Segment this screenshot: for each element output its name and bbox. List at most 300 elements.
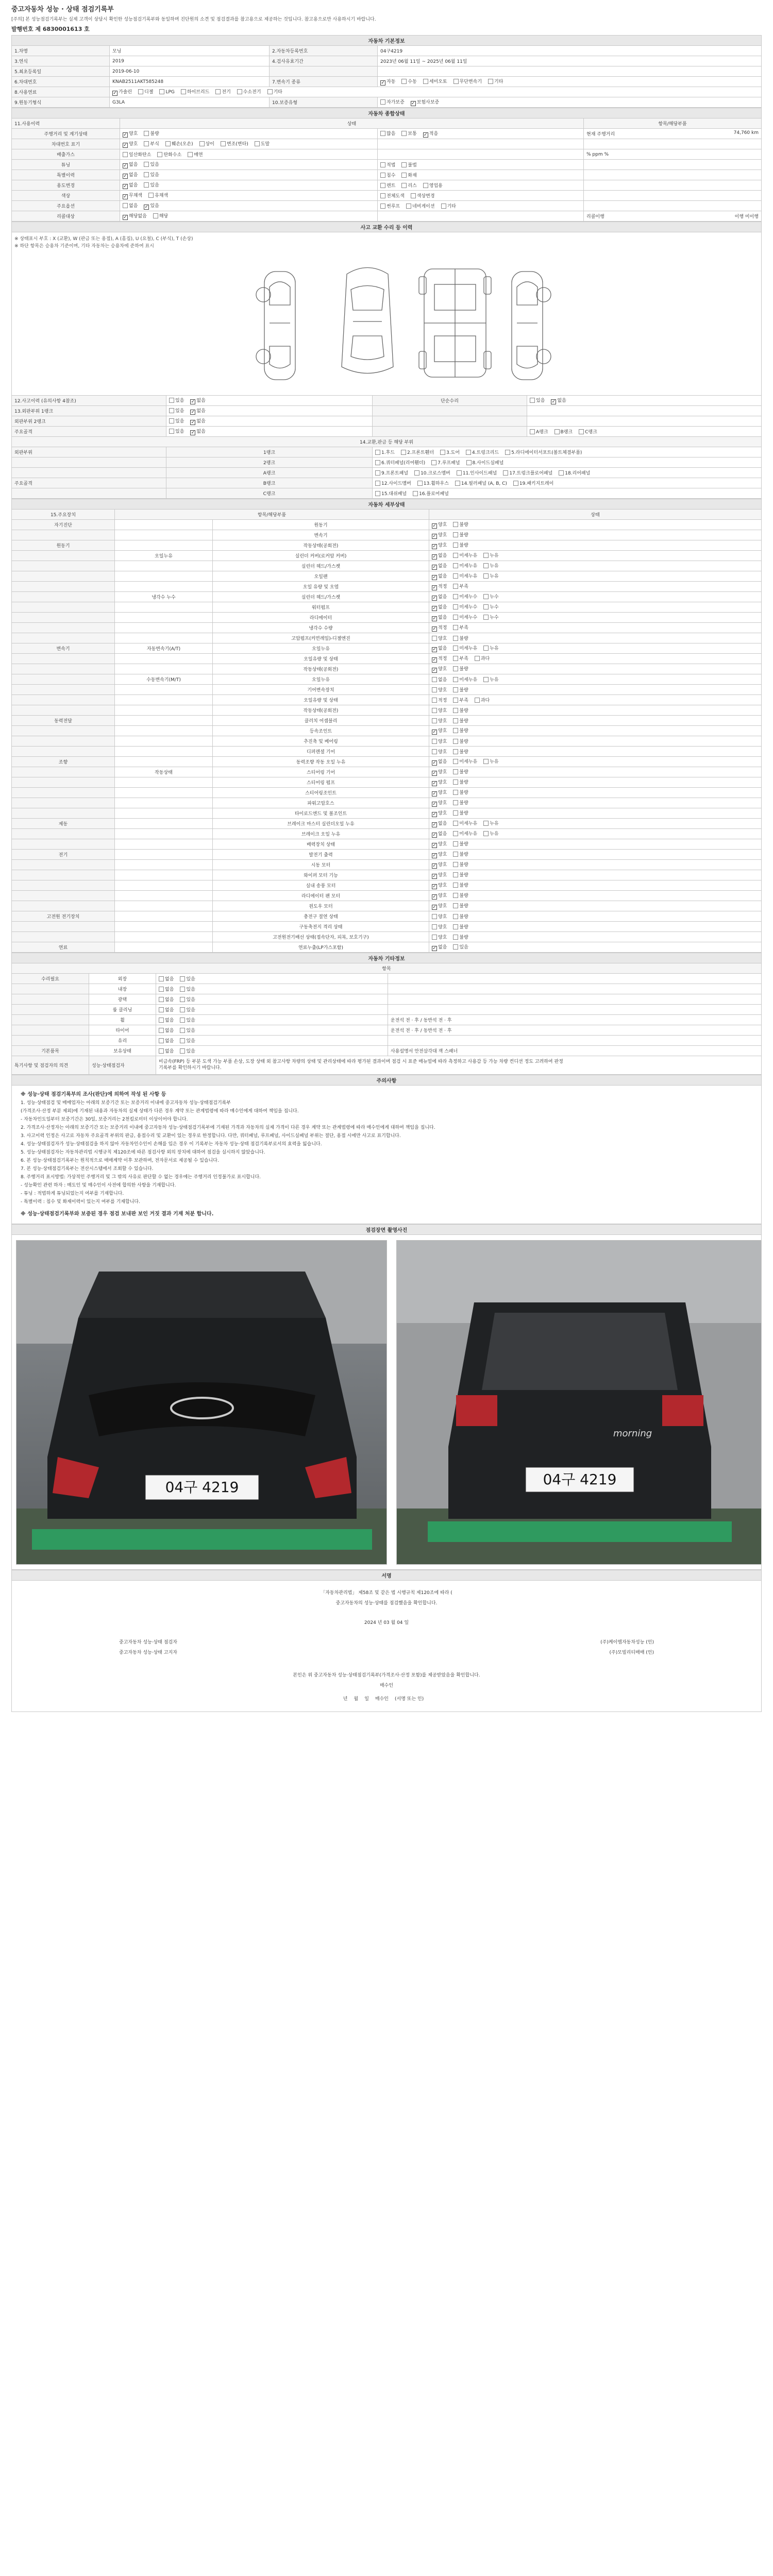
detail-option (453, 832, 477, 837)
checkbox (453, 698, 458, 703)
checkbox (513, 481, 518, 486)
detail-status (429, 715, 762, 725)
parts-group: 외판부위 (12, 447, 166, 457)
checkbox (144, 131, 149, 136)
etc-option-label: 없음 (165, 997, 174, 1003)
option-label: 불법 (408, 163, 417, 168)
detail-status (429, 901, 762, 911)
summary-status (120, 160, 378, 170)
notice-item: - 성능확인 관련 하자 : 매도인 및 매수인이 사전에 합의한 사항을 기재합니다. (21, 1182, 176, 1188)
checkbox (432, 657, 437, 663)
detail-group (12, 530, 115, 540)
car-left-side-view (256, 272, 295, 380)
detail-row (12, 581, 762, 591)
basic-value: 04구4219 (378, 46, 762, 56)
checkbox (144, 162, 149, 167)
fuel-option (138, 90, 153, 95)
detail-subgroup (115, 931, 213, 942)
detail-row (12, 798, 762, 808)
checkbox (453, 872, 458, 877)
option-label: 해당없음 (129, 214, 147, 219)
checkbox (453, 615, 458, 620)
receipt-line-2: 매수인 (379, 1683, 394, 1688)
detail-option-label: 불량 (459, 779, 468, 785)
summary-item: % ppm % (584, 149, 762, 160)
summary-row (12, 170, 762, 180)
detail-option-label: 없음 (438, 573, 447, 579)
summary-status-2 (378, 180, 584, 191)
detail-table (11, 499, 762, 953)
detail-status (429, 818, 762, 828)
etc-option-label: 없음 (165, 1038, 174, 1044)
detail-item: 충전구 절연 상태 (213, 911, 429, 921)
summary-option (380, 173, 395, 178)
accident-status (166, 416, 373, 426)
detail-subgroup (115, 530, 213, 540)
detail-item: 배력장치 상태 (213, 839, 429, 849)
etc-option (159, 1028, 174, 1033)
detail-option-label: 누수 (490, 604, 499, 610)
detail-item: 실린더 커버(로커암 커버) (213, 550, 429, 561)
summary-row (12, 139, 762, 149)
detail-option-label: 미세누수 (459, 604, 478, 610)
accident-status-2 (527, 395, 762, 405)
detail-option (483, 646, 498, 651)
detail-option (453, 677, 477, 683)
basic-value (378, 97, 762, 108)
detail-option-label: 누유 (490, 677, 499, 683)
detail-subgroup (115, 705, 213, 715)
checkbox (453, 810, 458, 816)
accident-label-2 (373, 405, 527, 416)
option-label: 없음 (196, 398, 206, 403)
detail-row (12, 715, 762, 725)
accident-status-2 (527, 405, 762, 416)
checkbox (169, 398, 174, 403)
detail-option-label: 미세누유 (459, 759, 478, 765)
checkbox (483, 646, 489, 651)
detail-group (12, 684, 115, 694)
etc-extra (388, 1004, 762, 1014)
summary-table (11, 108, 762, 222)
option-label: 무채색 (129, 193, 143, 198)
detail-option (483, 832, 498, 837)
detail-status (429, 849, 762, 859)
summary-item-value: 74,760 km (733, 130, 759, 135)
checkbox (453, 883, 458, 888)
detail-group (12, 746, 115, 756)
detail-status (429, 931, 762, 942)
detail-subgroup (115, 694, 213, 705)
detail-row (12, 931, 762, 942)
checkbox (423, 79, 428, 84)
part-label: 10.크로스멤버 (421, 470, 450, 476)
etc-row (12, 1014, 762, 1025)
accident-option (551, 398, 566, 403)
detail-row (12, 653, 762, 664)
option-label: 썬루프 (386, 204, 400, 209)
detail-option-label: 양호 (438, 893, 447, 899)
checkbox (375, 460, 380, 465)
summary-status (120, 191, 378, 201)
detail-option (432, 667, 447, 672)
checkbox (483, 594, 489, 599)
detail-option-label: 양호 (438, 543, 447, 548)
checkbox (432, 802, 437, 807)
summary-option (401, 131, 416, 137)
detail-option (432, 821, 447, 826)
checkbox (453, 924, 458, 929)
detail-item: 워터펌프 (213, 602, 429, 612)
option-label: 전기 (222, 90, 231, 95)
checkbox (432, 606, 437, 611)
detail-group: 고전원 전기장치 (12, 911, 115, 921)
checkbox (375, 481, 380, 486)
detail-option (432, 719, 447, 724)
basic-label: 3.연식 (12, 56, 110, 66)
checkbox (153, 213, 158, 218)
checkbox (432, 905, 437, 910)
opinion-label: 특기사항 및 점검자의 의견 (12, 1056, 89, 1074)
summary-status (120, 149, 378, 160)
notice-item: 5. 성능·상태점검자는 자동차관리법 시행규칙 제120조에 따른 점검사항 외의 장치에 대하여 점검을 실시하지 않았습니다. (21, 1149, 265, 1155)
summary-option (148, 193, 168, 198)
option-label: 있음 (175, 398, 184, 403)
accident-label: 12.사고이력 (유의사항 4참조) (12, 395, 166, 405)
etc-option-label: 없음 (165, 1028, 174, 1033)
option-label: 수동 (408, 79, 417, 84)
summary-option (144, 173, 159, 178)
summary-item (584, 160, 762, 170)
option-label: 수소전기 (243, 90, 261, 95)
accident-option (169, 398, 184, 403)
etc-option (180, 1028, 195, 1033)
fuel-option (181, 90, 209, 95)
checkbox (432, 812, 437, 817)
detail-subgroup (115, 880, 213, 890)
option-label: 해당 (159, 214, 169, 219)
checkbox (432, 833, 437, 838)
detail-option-label: 불량 (459, 862, 468, 868)
detail-subgroup (115, 633, 213, 643)
part-label: 14.필러패널 (A, B, C) (461, 481, 507, 486)
etc-status (156, 984, 388, 994)
parts-row (12, 488, 762, 498)
detail-option-label: 없음 (438, 553, 447, 558)
detail-subgroup: 오일누유 (115, 550, 213, 561)
option-label: 침수 (386, 173, 396, 178)
summary-item-value: 이행 미이행 (734, 214, 759, 219)
option-label: 화재 (408, 173, 417, 178)
etc-option (159, 987, 174, 992)
basic-label: 5.최초등록일 (12, 66, 110, 77)
detail-item: 실린더 헤드/가스켓 (213, 561, 429, 571)
detail-status (429, 911, 762, 921)
etc-group (12, 1014, 89, 1025)
checkbox (423, 183, 428, 188)
checkbox (432, 874, 437, 879)
checkbox (453, 79, 459, 84)
detail-status (429, 664, 762, 674)
detail-subgroup (115, 540, 213, 550)
checkbox (432, 554, 437, 560)
checkbox (180, 1028, 185, 1033)
detail-item: 디퍼렌셜 기어 (213, 746, 429, 756)
basic-value: 2019 (110, 56, 270, 66)
detail-group (12, 674, 115, 684)
part-option (455, 481, 507, 486)
detail-option-label: 불량 (459, 800, 468, 806)
option-label: 없음 (129, 204, 138, 209)
checkbox (453, 708, 458, 713)
etc-option (180, 1018, 195, 1023)
detail-subgroup (115, 715, 213, 725)
checkbox (414, 470, 419, 476)
parts-group (12, 457, 166, 467)
basic-row (12, 97, 762, 108)
checkbox (453, 790, 458, 795)
detail-group (12, 725, 115, 736)
checkbox (453, 944, 458, 950)
checkbox (453, 728, 458, 733)
etc-row (12, 1025, 762, 1035)
accident-row (12, 426, 762, 436)
detail-row (12, 942, 762, 952)
summary-item (584, 201, 762, 211)
notice-item: (가격조사·산정 부분 제외)에 기재된 내용과 자동차의 실제 상태가 다른 경우 계약 또는 관계법령에 따라 매수인에게 대하여 책임을 집니다. (21, 1108, 299, 1114)
signature-line-1: 「자동차관리법」 제58조 및 같은 법 시행규칙 제120조에 따라 ( (321, 1590, 452, 1596)
checkbox (411, 101, 416, 106)
checker-label: 중고자동차 성능·상태 점검자 (119, 1639, 177, 1645)
detail-option-label: 불량 (459, 903, 468, 909)
summary-option (423, 131, 438, 137)
detail-row (12, 911, 762, 921)
detail-heading: 자동차 세부상태 (12, 499, 762, 509)
basic-label: 8.사용연료 (12, 87, 110, 97)
detail-option (453, 605, 477, 610)
summary-option (401, 173, 416, 178)
detail-option-label: 미세누유 (459, 821, 478, 826)
etc-option-label: 있음 (186, 1007, 195, 1013)
option-label: 디젤 (144, 90, 154, 95)
checkbox (453, 532, 458, 537)
detail-option (483, 759, 498, 765)
basic-label: 7.변속기 종류 (270, 77, 378, 87)
detail-option (453, 636, 468, 641)
summary-item: 리콜이행 이행 미이행 (584, 211, 762, 222)
option-label: 무단변속기 (459, 79, 482, 84)
accident-label: 외판부위 2랭크 (12, 416, 166, 426)
checkbox (432, 616, 437, 621)
part-label: 11.인사이드패널 (462, 470, 497, 476)
checkbox (380, 204, 385, 209)
checkbox (432, 575, 437, 580)
opinion-text-2: 기록부를 확인하시기 바랍니다. (159, 1065, 222, 1071)
etc-option (159, 1049, 174, 1054)
etc-status (156, 1025, 388, 1035)
checkbox (453, 522, 458, 527)
checkbox (503, 470, 508, 476)
document-number (11, 24, 762, 35)
checkbox (215, 89, 221, 94)
checkbox (483, 759, 489, 764)
parts-heading: 14.교환,판금 등 해당 부위 (12, 436, 762, 447)
detail-row (12, 746, 762, 756)
detail-subgroup (115, 653, 213, 664)
opinion-sub: 성능·상태점검자 (89, 1056, 156, 1074)
summary-label: 주행거리 및 계기상태 (12, 129, 120, 139)
detail-option (432, 533, 447, 538)
accident-option (190, 429, 205, 434)
detail-item: 브레이크 오일 누유 (213, 828, 429, 839)
detail-group (12, 612, 115, 622)
summary-item (584, 180, 762, 191)
part-option (414, 471, 450, 476)
detail-row (12, 561, 762, 571)
etc-status (156, 1035, 388, 1045)
option-label: 리스 (408, 183, 417, 189)
basic-info-table (11, 35, 762, 108)
checkbox (432, 626, 437, 632)
notifier-label: 중고자동차 성능·상태 고지자 (119, 1650, 177, 1655)
detail-option-label: 불량 (459, 522, 468, 528)
detail-row (12, 921, 762, 931)
detail-option-label: 불량 (459, 790, 468, 795)
detail-option-label: 양호 (438, 914, 447, 920)
checkbox (221, 141, 226, 146)
summary-status-2 (378, 139, 584, 149)
detail-subgroup (115, 571, 213, 581)
basic-label: 4.검사유효기간 (270, 56, 378, 66)
detail-row (12, 787, 762, 798)
detail-row (12, 540, 762, 550)
detail-option (432, 842, 447, 847)
parts-items (373, 488, 762, 498)
summary-header-items: 항목/해당부품 (584, 118, 762, 129)
etc-item: 유리 (89, 1035, 156, 1045)
etc-row (12, 994, 762, 1004)
option-label: 없음 (196, 418, 206, 424)
detail-option (453, 750, 468, 755)
option-label: 양호 (129, 142, 138, 147)
detail-subgroup (115, 901, 213, 911)
detail-option (453, 646, 477, 651)
checkbox (483, 604, 489, 609)
part-option (375, 481, 411, 486)
summary-label: 리콜대상 (12, 211, 120, 222)
detail-item: 파워고압호스 (213, 798, 429, 808)
checkbox (432, 739, 437, 744)
detail-option-label: 양호 (438, 924, 447, 930)
detail-option (483, 564, 498, 569)
summary-status-2 (378, 149, 584, 160)
checkbox (432, 924, 437, 929)
detail-option-label: 없음 (438, 944, 447, 950)
checkbox (453, 759, 458, 764)
detail-option (453, 522, 468, 528)
detail-option (453, 914, 468, 920)
checkbox (144, 182, 149, 188)
detail-option-label: 양호 (438, 883, 447, 888)
summary-option (144, 183, 159, 188)
accident-option (530, 430, 548, 435)
detail-option (453, 615, 477, 620)
detail-status (429, 643, 762, 653)
receipt-field: (서명 또는 인) (394, 1696, 424, 1702)
detail-option (432, 646, 447, 651)
checkbox (159, 1007, 164, 1012)
checkbox (554, 429, 560, 434)
detail-group (12, 880, 115, 890)
etc-option (159, 1018, 174, 1023)
detail-group: 제동 (12, 818, 115, 828)
detail-option-label: 불량 (459, 841, 468, 847)
basic-value: 2019-06-10 (110, 66, 270, 77)
detail-option-label: 미세누유 (459, 677, 478, 683)
etc-option-label: 없음 (165, 1007, 174, 1013)
etc-extra (388, 984, 762, 994)
detail-option-label: 누유 (490, 831, 499, 837)
detail-option-label: 양호 (438, 739, 447, 744)
checkbox (165, 141, 171, 146)
detail-row (12, 633, 762, 643)
detail-status (429, 602, 762, 612)
detail-row (12, 767, 762, 777)
checkbox (123, 163, 128, 168)
transmission-option (380, 79, 395, 84)
checkbox (432, 647, 437, 652)
detail-option-label: 부족 (459, 625, 468, 631)
detail-row (12, 859, 762, 870)
summary-label: 차대번호 표기 (12, 139, 120, 149)
detail-option-label: 양호 (438, 779, 447, 785)
detail-group (12, 890, 115, 901)
part-option (413, 492, 449, 497)
detail-option (453, 553, 477, 558)
detail-item: 고전원전기배선 상태(접속단자, 피복, 보호기구) (213, 931, 429, 942)
etc-item: 보유상태 (89, 1045, 156, 1056)
detail-status (429, 767, 762, 777)
basic-label (270, 66, 378, 77)
etc-option (180, 997, 195, 1003)
detail-subgroup (115, 746, 213, 756)
summary-label: 용도변경 (12, 180, 120, 191)
checkbox (180, 1038, 185, 1043)
summary-option (123, 193, 142, 198)
option-label: 없음 (196, 429, 206, 434)
detail-option (453, 873, 468, 878)
checkbox (432, 822, 437, 827)
detail-status (429, 756, 762, 767)
car-top-view (342, 267, 393, 373)
checkbox (453, 584, 458, 589)
detail-option (432, 625, 447, 631)
detail-option (432, 759, 447, 765)
etc-row (12, 984, 762, 994)
detail-option-label: 있음 (459, 944, 468, 950)
checkbox (453, 800, 458, 805)
detail-option (453, 935, 468, 940)
checkbox (432, 523, 437, 529)
detail-row (12, 519, 762, 530)
detail-subgroup (115, 798, 213, 808)
checkbox (123, 152, 128, 157)
transmission-option (401, 79, 416, 84)
detail-option-label: 없음 (438, 759, 447, 765)
detail-option (432, 677, 447, 683)
part-label: 2.프론트휀더 (407, 450, 434, 455)
accident-option (190, 419, 205, 424)
